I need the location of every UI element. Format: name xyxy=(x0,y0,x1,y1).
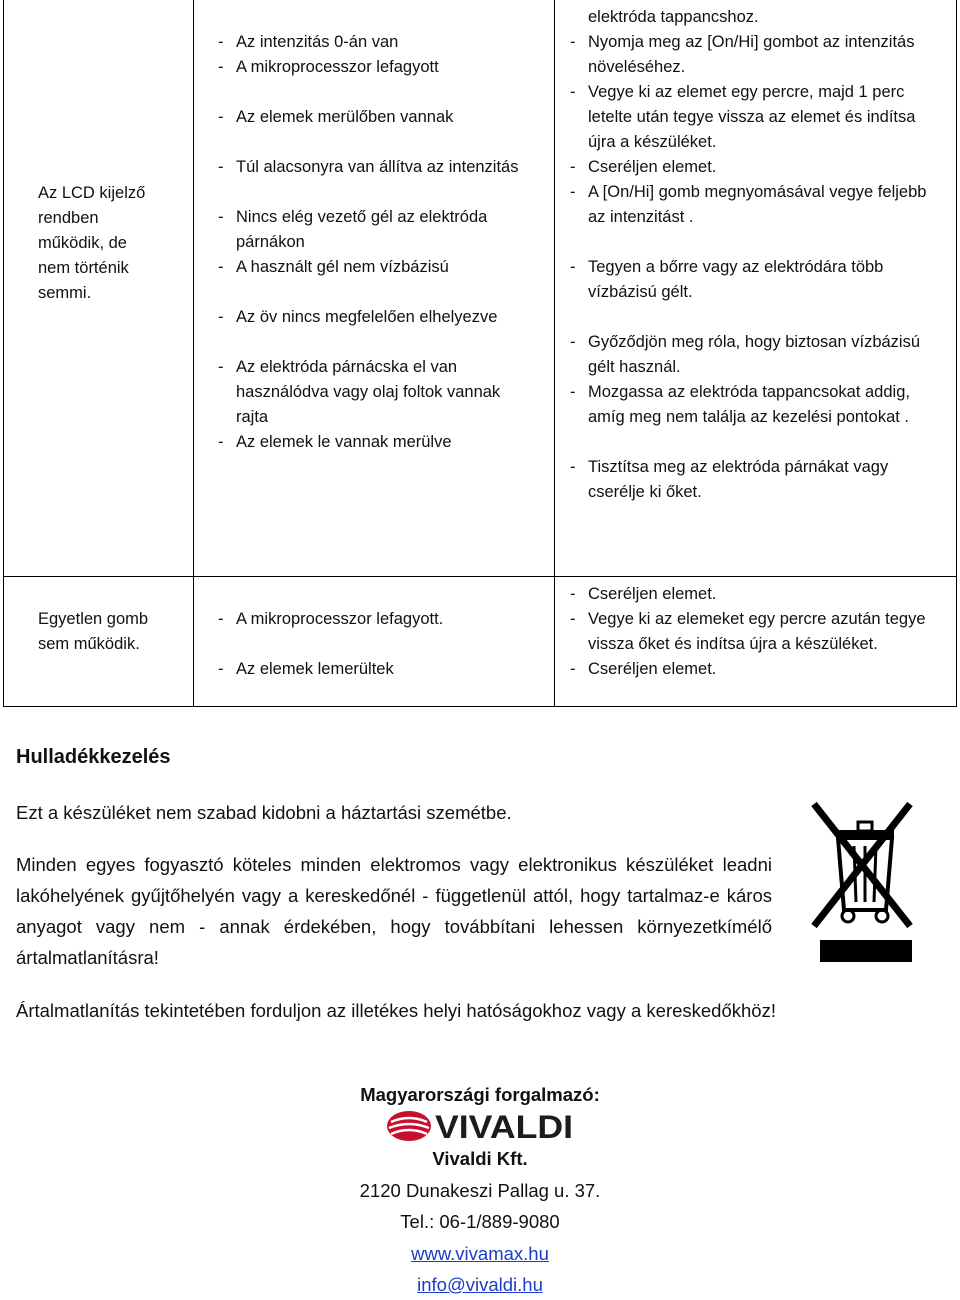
symptom-cell-2: Egyetlen gomb sem működik. xyxy=(38,610,149,653)
solution-item: - A [On/Hi] gomb megnyomásával vegye feljebb az intenzitást . xyxy=(568,180,938,230)
troubleshooting-table xyxy=(3,0,957,706)
cause-item: - Túl alacsonyra van állítva az intenzitás xyxy=(216,155,536,180)
cause-item: - Az intenzitás 0-án van xyxy=(216,30,536,55)
website-link[interactable]: www.vivamax.hu xyxy=(411,1243,549,1264)
cause-item: - Az elemek lemerültek xyxy=(216,657,536,682)
company-phone: Tel.: 06-1/889-9080 xyxy=(400,1211,560,1232)
solution-item: - Nyomja meg az [On/Hi] gombot az intenzitás növeléséhez. xyxy=(568,30,938,80)
cause-item: - A mikroprocesszor lefagyott. xyxy=(216,607,536,632)
crossed-out-bin-icon xyxy=(808,800,916,964)
solutions-block-1 xyxy=(568,5,948,505)
table-border-left xyxy=(3,0,4,706)
solution-item: - Cseréljen elemet. xyxy=(568,582,943,607)
table-col-divider-2 xyxy=(554,0,555,706)
vivaldi-logo xyxy=(385,1108,575,1144)
waste-paragraph-1: Ezt a készüléket nem szabad kidobni a háztartási szemétbe. xyxy=(16,802,512,823)
solution-item: - Vegye ki az elemet egy percre, majd 1 perc letelte után tegye vissza az elemet és indítsa újra a készüléket. xyxy=(568,80,938,155)
solution-item: - Tegyen a bőrre vagy az elektródára több vízbázisú gélt. xyxy=(568,255,938,305)
solution-item: - Mozgassa az elektróda tappancsokat addig, amíg meg nem találja az kezelési pontokat . xyxy=(568,380,938,430)
solution-item: - Cseréljen elemet. xyxy=(568,155,938,180)
table-col-divider-1 xyxy=(193,0,194,706)
cause-item: - Nincs elég vezető gél az elektróda párnákon xyxy=(216,205,536,255)
solution-item: - Tisztítsa meg az elektróda párnákat vagy cserélje ki őket. xyxy=(568,455,938,505)
solutions-list-2 xyxy=(568,582,943,682)
cause-item: - A mikroprocesszor lefagyott xyxy=(216,55,536,80)
causes-list-2 xyxy=(216,607,536,682)
table-border-right xyxy=(956,0,957,706)
cause-item: - Az öv nincs megfelelően elhelyezve xyxy=(216,305,536,330)
cause-item: - Az elemek le vannak merülve xyxy=(216,430,536,455)
company-address: 2120 Dunakeszi Pallag u. 37. xyxy=(359,1180,601,1201)
table-border-bottom xyxy=(3,706,957,707)
symptom-cell-1: Az LCD kijelző rendben működik, de nem történik semmi. xyxy=(38,184,146,302)
solution-item: - Vegye ki az elemeket egy percre azután tegye vissza őket és indítsa újra a készüléket. xyxy=(568,607,943,657)
solution-item: - Győződjön meg róla, hogy biztosan vízbázisú gélt használ. xyxy=(568,330,938,380)
cause-item: - Az elemek merülőben vannak xyxy=(216,105,536,130)
cause-item: - Az elektróda párnácska el van használódva vagy olaj foltok vannak rajta xyxy=(216,355,536,430)
waste-paragraph-3: Ártalmatlanítás tekintetében forduljon az illetékes helyi hatóságokhoz vagy a kereskedőkhöz! xyxy=(16,1000,776,1021)
cause-item: - A használt gél nem vízbázisú xyxy=(216,255,536,280)
solution-item: - Cseréljen elemet. xyxy=(568,657,943,682)
table-row-divider xyxy=(3,576,957,577)
distributor-label: Magyarországi forgalmazó: xyxy=(360,1084,600,1105)
waste-heading: Hulladékkezelés xyxy=(16,746,171,768)
company-name: Vivaldi Kft. xyxy=(432,1148,528,1169)
logo-text: VIVALDI xyxy=(435,1109,573,1144)
email-link[interactable]: info@vivaldi.hu xyxy=(417,1274,543,1295)
solution-continuation: elektróda tappancshoz. xyxy=(588,8,759,26)
causes-list-1 xyxy=(216,30,536,455)
waste-paragraph-2: Minden egyes fogyasztó köteles minden elektromos vagy elektronikus készüléket leadni lakóhelyének gyűjtőhelyén vagy a kereskedőnél - függetlenül attól, hogy tartalmaz-e káros anyagot vagy nem - annak érdekében, hogy továbbítani lehessen környezetkímélő ártalmatlanításra! xyxy=(16,854,772,968)
